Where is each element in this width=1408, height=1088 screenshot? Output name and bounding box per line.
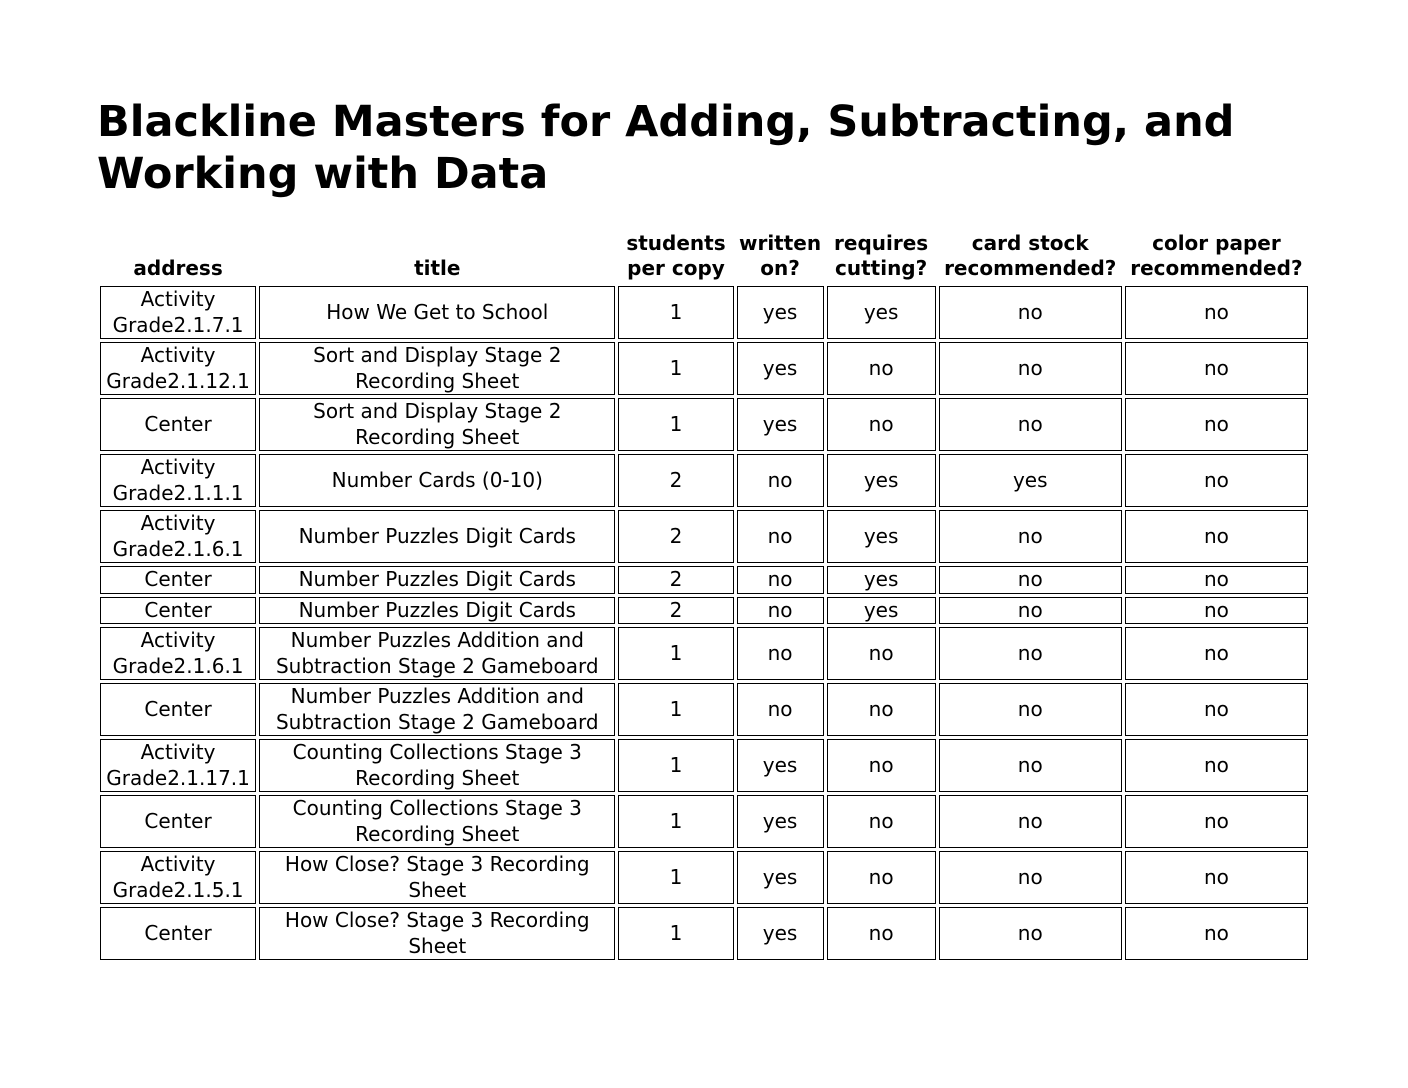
card-stock-cell: no <box>939 566 1122 594</box>
column-header-line: requires <box>834 231 929 255</box>
cell-line: Center <box>144 808 212 833</box>
title-cell <box>259 398 615 451</box>
card-stock-cell: yes <box>939 454 1122 507</box>
title-cell <box>259 342 615 395</box>
cell-line: Center <box>144 696 212 721</box>
cell-line: Activity <box>140 343 216 367</box>
requires-cutting-cell: no <box>827 398 936 451</box>
cell-line: Grade2.1.6.1 <box>112 653 244 678</box>
address-cell <box>100 454 256 507</box>
cell-line: Sheet <box>408 933 467 958</box>
table-row <box>100 739 1308 792</box>
title-cell <box>259 739 615 792</box>
cell-line: Number Puzzles Addition and <box>290 628 584 652</box>
cell-line: Subtraction Stage 2 Gameboard <box>275 709 599 734</box>
card-stock-cell: no <box>939 907 1122 960</box>
cell-line: Number Puzzles Digit Cards <box>298 523 576 548</box>
title-cell <box>259 627 615 680</box>
students-per-copy-cell: 1 <box>618 286 733 339</box>
cell-line: How Close? Stage 3 Recording <box>284 908 590 932</box>
table-row <box>100 795 1308 848</box>
color-paper-cell: no <box>1125 398 1308 451</box>
requires-cutting-cell: yes <box>827 286 936 339</box>
page-title: Blackline Masters for Adding, Subtracting, and Working with Data <box>97 97 1235 199</box>
students-per-copy-cell: 1 <box>618 795 733 848</box>
color-paper-cell: no <box>1125 739 1308 792</box>
color-paper-cell: no <box>1125 597 1308 625</box>
title-cell <box>259 597 615 625</box>
written-on-cell: no <box>737 510 824 563</box>
written-on-cell: no <box>737 597 824 625</box>
address-cell <box>100 342 256 395</box>
cell-line: How Close? Stage 3 Recording <box>284 852 590 876</box>
column-header-line: recommended? <box>1130 256 1303 280</box>
cell-line: Number Puzzles Addition and <box>290 684 584 708</box>
cell-line: Activity <box>140 740 216 764</box>
table-row <box>100 286 1308 339</box>
address-cell <box>100 851 256 904</box>
column-header-line: recommended? <box>944 256 1117 280</box>
requires-cutting-cell: yes <box>827 454 936 507</box>
table-row <box>100 566 1308 594</box>
cell-line: Subtraction Stage 2 Gameboard <box>275 653 599 678</box>
title-cell <box>259 566 615 594</box>
card-stock-cell: no <box>939 739 1122 792</box>
title-cell <box>259 286 615 339</box>
cell-line: Sort and Display Stage 2 <box>313 399 562 423</box>
card-stock-cell: no <box>939 342 1122 395</box>
column-header-requires-cutting <box>827 231 936 283</box>
card-stock-cell: no <box>939 627 1122 680</box>
students-per-copy-cell: 1 <box>618 627 733 680</box>
column-header-line: students <box>626 231 726 255</box>
students-per-copy-cell: 1 <box>618 342 733 395</box>
address-cell <box>100 286 256 339</box>
card-stock-cell: no <box>939 286 1122 339</box>
requires-cutting-cell: no <box>827 683 936 736</box>
color-paper-cell: no <box>1125 510 1308 563</box>
students-per-copy-cell: 1 <box>618 739 733 792</box>
cell-line: Number Puzzles Digit Cards <box>298 567 576 591</box>
written-on-cell: yes <box>737 739 824 792</box>
title-cell <box>259 510 615 563</box>
column-header-line: address <box>133 256 223 280</box>
requires-cutting-cell: yes <box>827 566 936 594</box>
color-paper-cell: no <box>1125 454 1308 507</box>
table-row <box>100 597 1308 625</box>
cell-line: Recording Sheet <box>355 424 520 449</box>
table-row <box>100 851 1308 904</box>
title-cell <box>259 795 615 848</box>
column-header-line: per copy <box>627 256 725 280</box>
cell-line: Grade2.1.6.1 <box>112 536 244 561</box>
written-on-cell: yes <box>737 342 824 395</box>
students-per-copy-cell: 2 <box>618 566 733 594</box>
card-stock-cell: no <box>939 851 1122 904</box>
cell-line: Activity <box>140 287 216 311</box>
color-paper-cell: no <box>1125 907 1308 960</box>
students-per-copy-cell: 1 <box>618 398 733 451</box>
cell-line: Center <box>144 920 212 945</box>
written-on-cell: yes <box>737 795 824 848</box>
students-per-copy-cell: 1 <box>618 683 733 736</box>
written-on-cell: yes <box>737 286 824 339</box>
students-per-copy-cell: 1 <box>618 907 733 960</box>
students-per-copy-cell: 2 <box>618 597 733 625</box>
color-paper-cell: no <box>1125 851 1308 904</box>
cell-line: Activity <box>140 455 216 479</box>
card-stock-cell: no <box>939 597 1122 625</box>
cell-line: How We Get to School <box>326 299 549 324</box>
students-per-copy-cell: 1 <box>618 851 733 904</box>
cell-line: Sort and Display Stage 2 <box>313 343 562 367</box>
column-header-students-per-copy <box>618 231 733 283</box>
requires-cutting-cell: no <box>827 907 936 960</box>
requires-cutting-cell: yes <box>827 597 936 625</box>
table-body <box>100 286 1308 960</box>
color-paper-cell: no <box>1125 627 1308 680</box>
address-cell <box>100 683 256 736</box>
students-per-copy-cell: 2 <box>618 454 733 507</box>
title-cell <box>259 907 615 960</box>
color-paper-cell: no <box>1125 683 1308 736</box>
title-cell <box>259 851 615 904</box>
address-cell <box>100 398 256 451</box>
color-paper-cell: no <box>1125 566 1308 594</box>
column-header-color-paper-recommended <box>1125 231 1308 283</box>
cell-line: Activity <box>140 628 216 652</box>
requires-cutting-cell: no <box>827 795 936 848</box>
requires-cutting-cell: no <box>827 627 936 680</box>
color-paper-cell: no <box>1125 795 1308 848</box>
column-header-card-stock-recommended <box>939 231 1122 283</box>
table-row <box>100 398 1308 451</box>
title-cell <box>259 683 615 736</box>
cell-line: Counting Collections Stage 3 <box>292 740 582 764</box>
cell-line: Recording Sheet <box>355 765 520 790</box>
cell-line: Grade2.1.7.1 <box>112 312 244 337</box>
column-header-written-on <box>737 231 824 283</box>
column-header-line: title <box>414 256 461 280</box>
cell-line: Grade2.1.12.1 <box>106 368 250 393</box>
table-row <box>100 683 1308 736</box>
written-on-cell: no <box>737 566 824 594</box>
column-header-line: color paper <box>1152 231 1281 255</box>
address-cell <box>100 566 256 594</box>
address-cell <box>100 627 256 680</box>
column-header-line: cutting? <box>835 256 928 280</box>
card-stock-cell: no <box>939 683 1122 736</box>
card-stock-cell: no <box>939 398 1122 451</box>
written-on-cell: no <box>737 627 824 680</box>
requires-cutting-cell: yes <box>827 510 936 563</box>
table-row <box>100 454 1308 507</box>
column-header-line: card stock <box>971 231 1089 255</box>
address-cell <box>100 597 256 625</box>
written-on-cell: yes <box>737 851 824 904</box>
column-header-line: written <box>738 231 822 255</box>
table-row <box>100 907 1308 960</box>
cell-line: Counting Collections Stage 3 <box>292 796 582 820</box>
color-paper-cell: no <box>1125 342 1308 395</box>
cell-line: Number Cards (0-10) <box>331 467 543 492</box>
color-paper-cell: no <box>1125 286 1308 339</box>
cell-line: Center <box>144 411 212 436</box>
title-cell <box>259 454 615 507</box>
cell-line: Number Puzzles Digit Cards <box>298 597 576 622</box>
cell-line: Recording Sheet <box>355 821 520 846</box>
cell-line: Grade2.1.17.1 <box>106 765 250 790</box>
cell-line: Recording Sheet <box>355 368 520 393</box>
header-row <box>100 231 1308 283</box>
address-cell <box>100 907 256 960</box>
card-stock-cell: no <box>939 795 1122 848</box>
cell-line: Sheet <box>408 877 467 902</box>
written-on-cell: yes <box>737 907 824 960</box>
column-header-title <box>259 231 615 283</box>
cell-line: Center <box>144 567 212 591</box>
students-per-copy-cell: 2 <box>618 510 733 563</box>
table-row <box>100 510 1308 563</box>
cell-line: Center <box>144 597 212 622</box>
card-stock-cell: no <box>939 510 1122 563</box>
table-row <box>100 342 1308 395</box>
cell-line: Activity <box>140 511 216 535</box>
column-header-line: on? <box>760 256 800 280</box>
requires-cutting-cell: no <box>827 851 936 904</box>
requires-cutting-cell: no <box>827 739 936 792</box>
cell-line: Grade2.1.5.1 <box>112 877 244 902</box>
written-on-cell: yes <box>737 398 824 451</box>
address-cell <box>100 795 256 848</box>
address-cell <box>100 510 256 563</box>
address-cell <box>100 739 256 792</box>
cell-line: Activity <box>140 852 216 876</box>
blackline-masters-table <box>97 228 1311 963</box>
written-on-cell: no <box>737 683 824 736</box>
table-row <box>100 627 1308 680</box>
requires-cutting-cell: no <box>827 342 936 395</box>
written-on-cell: no <box>737 454 824 507</box>
cell-line: Grade2.1.1.1 <box>112 480 244 505</box>
column-header-address <box>100 231 256 283</box>
